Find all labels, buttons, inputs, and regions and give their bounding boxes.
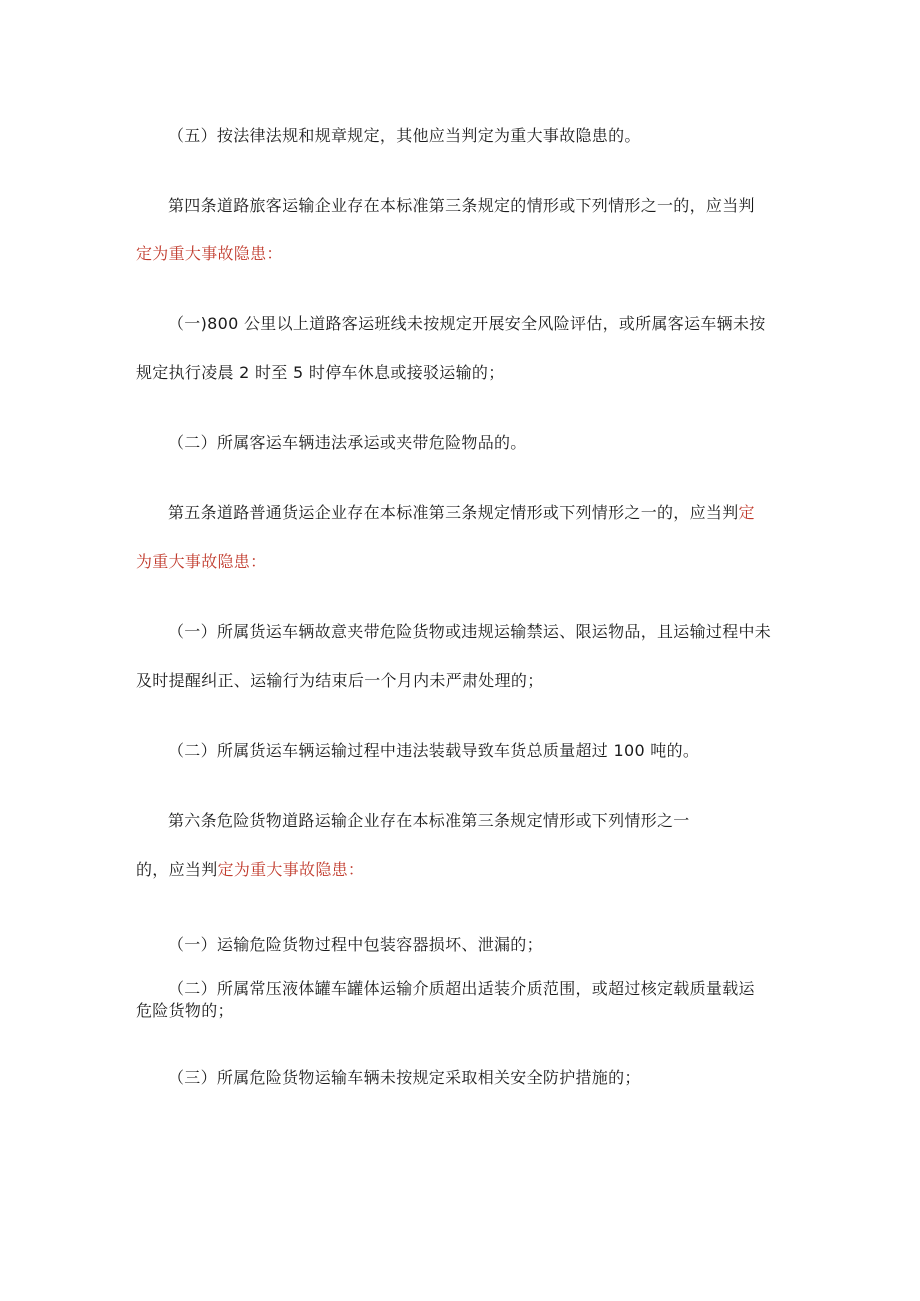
text-line-2 bbox=[168, 196, 755, 216]
text-line-8 bbox=[136, 552, 266, 572]
line-text: （一）所属货运车辆故意夹带危险货物或违规运输禁运、限运物品，且运输过程中未 bbox=[168, 622, 772, 641]
line-text: 危险货物的； bbox=[136, 1001, 234, 1020]
line-red-text: 定为重大事故隐患： bbox=[136, 244, 283, 263]
line-text: 第六条危险货物道路运输企业存在本标准第三条规定情形或下列情形之一 bbox=[168, 811, 690, 830]
line-text: （一)800 公里以上道路客运班线未按规定开展安全风险评估，或所属客运车辆未按 bbox=[168, 314, 766, 333]
text-line-9 bbox=[168, 622, 771, 642]
line-text: 第五条道路普通货运企业存在本标准第三条规定情形或下列情形之一的，应当判 bbox=[168, 503, 739, 522]
text-line-5 bbox=[136, 363, 505, 383]
line-text: （一）运输危险货物过程中包装容器损坏、泄漏的； bbox=[168, 935, 543, 954]
line-red-text: 定 bbox=[738, 503, 755, 522]
line-red-text: 定为重大事故隐患： bbox=[217, 860, 365, 879]
line-text: 的，应当判 bbox=[136, 860, 218, 879]
text-line-14 bbox=[168, 935, 543, 955]
text-line-15 bbox=[168, 979, 755, 999]
text-line-6 bbox=[168, 433, 527, 453]
text-line-12 bbox=[168, 811, 690, 831]
text-line-3 bbox=[136, 244, 283, 264]
text-line-16 bbox=[136, 1001, 234, 1021]
line-text: （五）按法律法规和规章规定，其他应当判定为重大事故隐患的。 bbox=[168, 126, 641, 145]
line-text: （三）所属危险货物运输车辆未按规定采取相关安全防护措施的； bbox=[168, 1068, 641, 1087]
line-text: （二）所属货运车辆运输过程中违法装载导致车货总质量超过 100 吨的。 bbox=[168, 741, 700, 760]
text-line-4 bbox=[168, 314, 766, 334]
text-line-10 bbox=[136, 671, 544, 691]
line-text: （二）所属客运车辆违法承运或夹带危险物品的。 bbox=[168, 433, 527, 452]
text-line-7 bbox=[168, 503, 755, 523]
line-red-text: 为重大事故隐患： bbox=[136, 552, 267, 571]
line-text: （二）所属常压液体罐车罐体运输介质超出适装介质范围，或超过核定载质量载运 bbox=[168, 979, 755, 998]
line-text: 第四条道路旅客运输企业存在本标准第三条规定的情形或下列情形之一的，应当判 bbox=[168, 196, 755, 215]
text-line-17 bbox=[168, 1068, 641, 1088]
text-line-1 bbox=[168, 126, 641, 146]
text-line-11 bbox=[168, 741, 699, 761]
line-text: 及时提醒纠正、运输行为结束后一个月内未严肃处理的； bbox=[136, 671, 544, 690]
line-text: 规定执行凌晨 2 时至 5 时停车休息或接驳运输的； bbox=[136, 363, 505, 382]
text-line-13 bbox=[136, 860, 364, 880]
